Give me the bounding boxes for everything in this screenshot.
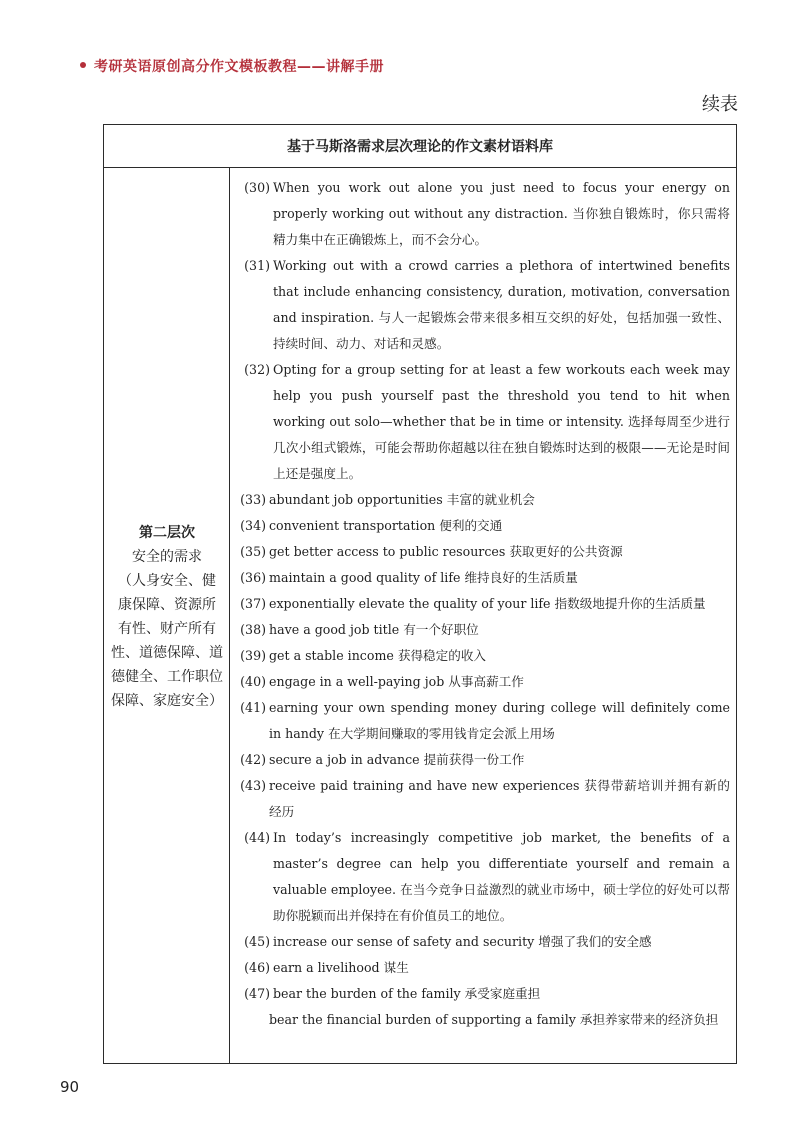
entry-42 [230,747,736,773]
entry-text [269,669,736,695]
entry-text [273,357,736,487]
entries-cell [230,167,736,1063]
page-number: 90 [60,1078,80,1096]
category-detail-line: （人身安全、健 [118,573,216,589]
entry-31 [230,253,736,357]
entry-number: (36) [240,570,266,585]
entry-zh: 承担养家带来的经济负担 [579,1012,719,1027]
entry-44 [230,825,736,929]
entry-number: (35) [240,544,266,559]
entry-zh: 从事高薪工作 [448,674,524,689]
entry-zh: 谋生 [383,960,409,975]
entry-number: (37) [240,596,266,611]
entry-zh: 在当今竞争日益激烈的就业市场中，硕士学位的好处可以帮助你脱颖而出并保持在有价值员工的地位。 [273,882,731,923]
entry-zh: 丰富的就业机会 [446,492,535,507]
entry-en: increase our sense of safety and security [273,934,535,949]
entry-32 [230,357,736,487]
entry-number: (34) [240,518,266,533]
entry-number: (44) [244,830,270,845]
entry-text [269,513,736,539]
entry-number: (39) [240,648,266,663]
entry-number: (30) [244,180,270,195]
entry-en: Opting for a group setting for at least a few workouts each week may help you push yourself past the threshold you tend to hit when working out solo—whether that be in time or intensity. [273,362,730,429]
entry-47 [230,981,736,1007]
entry-text [269,539,736,565]
entry-text [269,747,736,773]
entry-text [269,487,736,513]
entry-text [273,825,736,929]
entry-en: abundant job opportunities [269,492,443,507]
entry-text [269,643,736,669]
entry-text [273,253,736,357]
entry-en: maintain a good quality of life [269,570,461,585]
running-header [80,56,384,76]
entry-en: In today’s increasingly competitive job market, the benefits of a master’s degree can help you differentiate yourself and remain a valuable employee. [273,830,730,897]
header-title: 考研英语原创高分作文模板教程——讲解手册 [94,59,384,75]
entry-number: (42) [240,752,266,767]
entry-zh: 有一个好职位 [403,622,479,637]
category-detail-line: 保障、家庭安全） [111,693,223,709]
entry-en: get better access to public resources [269,544,506,559]
entry-38 [230,617,736,643]
corpus-table [103,124,737,1064]
entry-en: exponentially elevate the quality of your life [269,596,551,611]
entry-en: convenient transportation [269,518,436,533]
category-detail-line: 性、道德保障、道 [111,645,223,661]
entry-en: When you work out alone you just need to focus your energy on properly working out without any distraction. [273,180,730,221]
table-body [104,167,736,1063]
entry-en: earn a livelihood [273,960,380,975]
entry-text [273,981,736,1007]
entry-zh: 与人一起锻炼会带来很多相互交织的好处，包括加强一致性、持续时间、动力、对话和灵感。 [273,310,730,351]
entry-list [230,167,736,1033]
entry-en: earning your own spending money during college will definitely come in handy [269,700,730,741]
entry-zh: 承受家庭重担 [464,986,541,1001]
entry-34 [230,513,736,539]
entry-number: (33) [240,492,266,507]
entry-zh: 当你独自锻炼时，你只需将精力集中在正确锻炼上，而不会分心。 [273,206,730,247]
entry-zh: 获得带薪培训并拥有新的经历 [269,778,731,819]
bullet-dot-icon [80,62,86,68]
entry-en: engage in a well-paying job [269,674,445,689]
entry-37 [230,591,736,617]
entry-number: (32) [244,362,270,377]
entry-33 [230,487,736,513]
entry-number: (46) [244,960,270,975]
entry-41 [230,695,736,747]
entry-number: (40) [240,674,266,689]
entry-36 [230,565,736,591]
entry-number: (31) [244,258,270,273]
entry-number: (47) [244,986,270,1001]
entry-en: bear the financial burden of supporting a family [269,1012,576,1027]
entry-39 [230,643,736,669]
category-text [104,521,230,713]
continued-label: 续表 [702,94,738,115]
entry-number: (45) [244,934,270,949]
table-title: 基于马斯洛需求层次理论的作文素材语料库 [104,125,736,168]
entry-text [269,1007,736,1033]
entry-zh: 增强了我们的安全感 [538,934,652,949]
entry-text [273,175,736,253]
entry-en: Working out with a crowd carries a plethora of intertwined benefits that include enhancing consistency, duration, motivation, conversation and inspiration. [273,258,730,325]
entry-47-extra [230,1007,736,1033]
entry-text [269,773,736,825]
category-cell [104,167,230,1063]
entry-43 [230,773,736,825]
entry-zh: 选择每周至少进行几次小组式锻炼，可能会帮助你超越以往在独自锻炼时达到的极限——无论是时间上还是强度上。 [273,414,730,481]
entry-zh: 维持良好的生活质量 [464,570,578,585]
entry-number: (38) [240,622,266,637]
category-level: 第二层次 [139,525,195,541]
entry-text [269,591,736,617]
entry-45 [230,929,736,955]
entry-text [269,617,736,643]
entry-en: secure a job in advance [269,752,420,767]
entry-number: (41) [240,700,266,715]
entry-text [273,929,736,955]
category-detail-line: 有性、财产所有 [118,621,216,637]
entry-en: receive paid training and have new experiences [269,778,580,793]
category-name: 安全的需求 [132,549,202,565]
entry-text [269,695,736,747]
entry-zh: 获取更好的公共资源 [509,544,623,559]
category-detail-line: 德健全、工作职位 [111,669,223,685]
entry-en: get a stable income [269,648,394,663]
entry-number: (43) [240,778,266,793]
category-detail-line: 康保障、资源所 [118,597,216,613]
entry-text [273,955,736,981]
entry-text [269,565,736,591]
entry-zh: 便利的交通 [439,518,503,533]
entry-en: have a good job title [269,622,400,637]
entry-zh: 获得稳定的收入 [397,648,486,663]
entry-46 [230,955,736,981]
entry-zh: 指数级地提升你的生活质量 [554,596,706,611]
entry-40 [230,669,736,695]
entry-35 [230,539,736,565]
entry-en: bear the burden of the family [273,986,461,1001]
entry-zh: 提前获得一份工作 [423,752,525,767]
entry-zh: 在大学期间赚取的零用钱肯定会派上用场 [328,726,555,741]
entry-30 [230,175,736,253]
